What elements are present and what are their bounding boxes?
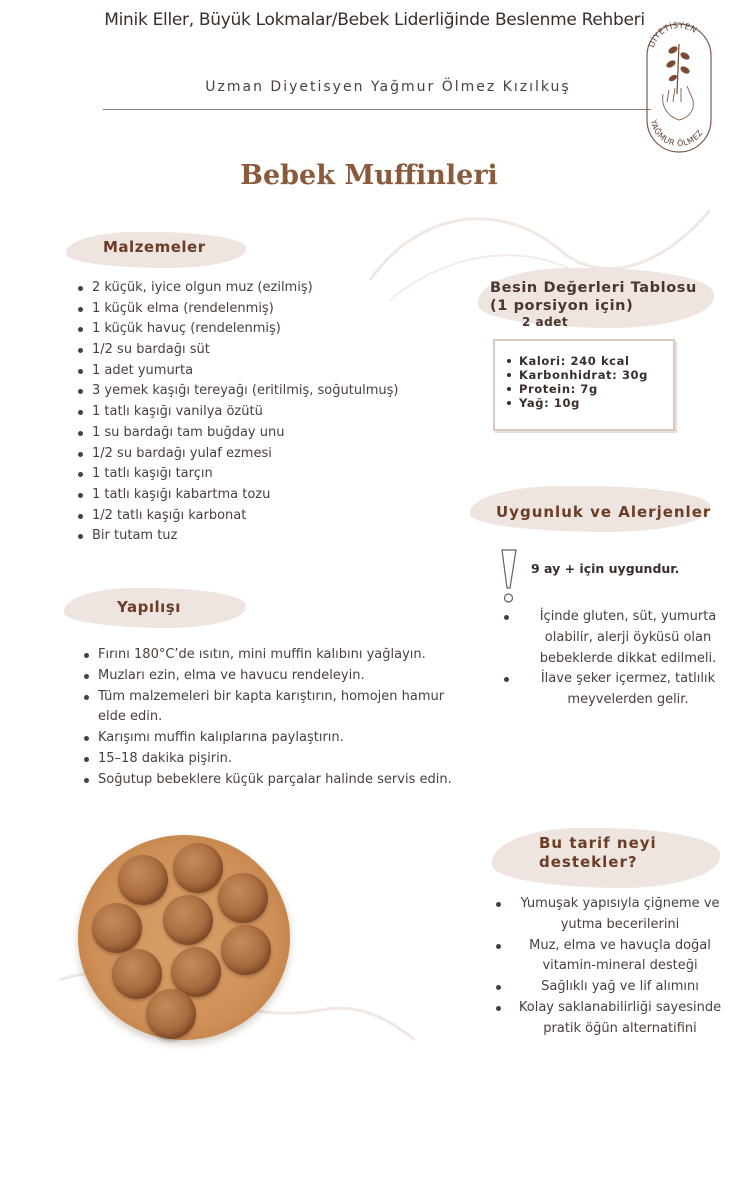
logo-emblem-icon: [643, 16, 715, 156]
list-item: Muzları ezin, elma ve havucu rendeleyin.: [84, 666, 454, 687]
logo-text-top: DİYETİSYEN: [646, 20, 699, 49]
portion-size: 2 adet: [522, 315, 569, 329]
list-item: 1/2 su bardağı süt: [78, 340, 438, 361]
nutrition-item: Protein: 7g: [505, 382, 665, 396]
muffin: [163, 895, 213, 945]
nutrition-item: Karbonhidrat: 30g: [505, 368, 665, 382]
supports-heading-line2: destekler?: [539, 853, 638, 871]
logo: [643, 16, 715, 156]
muffin: [118, 855, 168, 905]
list-item: 3 yemek kaşığı tereyağı (eritilmiş, soğutulmuş): [78, 381, 438, 402]
nutrition-item: Kalori: 240 kcal: [505, 354, 665, 368]
nutrition-heading-line1: Besin Değerleri Tablosu: [490, 280, 697, 296]
supports-list: [496, 894, 726, 1040]
nutrition-heading: [490, 279, 730, 315]
ingredients-heading: Malzemeler: [103, 238, 206, 256]
list-item: Soğutup bebeklere küçük parçalar halinde servis edin.: [84, 770, 454, 791]
list-item: Muz, elma ve havuçla doğal vitamin-mineral desteği: [496, 936, 726, 978]
muffin: [173, 843, 223, 893]
suitability-heading: Uygunluk ve Alerjenler: [496, 503, 712, 521]
author-name: Uzman Diyetisyen Yağmur Ölmez Kızılkuş: [205, 79, 571, 95]
method-heading: Yapılışı: [117, 598, 181, 616]
list-item: 1 tatlı kaşığı vanilya özütü: [78, 402, 438, 423]
list-item: 1 küçük havuç (rendelenmiş): [78, 319, 438, 340]
exclamation-icon: [498, 548, 520, 606]
list-item: 1 su bardağı tam buğday unu: [78, 423, 438, 444]
age-suitability: 9 ay + için uygundur.: [531, 561, 680, 576]
muffin: [221, 925, 271, 975]
list-item: Karışımı muffin kalıplarına paylaştırın.: [84, 728, 454, 749]
list-item: 1/2 su bardağı yulaf ezmesi: [78, 444, 438, 465]
list-item: Yumuşak yapısıyla çiğneme ve yutma becerilerini: [496, 894, 726, 936]
header-title: Minik Eller, Büyük Lokmalar/Bebek Liderliğinde Beslenme Rehberi: [104, 10, 645, 30]
list-item: 2 küçük, iyice olgun muz (ezilmiş): [78, 278, 438, 299]
list-item: 1 küçük elma (rendelenmiş): [78, 299, 438, 320]
logo-text-bottom: YAĞMUR ÖLMEZ: [648, 118, 705, 149]
nutrition-heading-line2: (1 porsiyon için): [490, 298, 634, 314]
recipe-title: Bebek Muffinleri: [240, 160, 498, 191]
muffin: [146, 989, 196, 1039]
list-item: İlave şeker içermez, tatlılık meyvelerden gelir.: [504, 669, 734, 711]
supports-heading: [539, 834, 657, 872]
muffin-plate-photo: [78, 835, 290, 1040]
nutrition-list: [505, 354, 665, 410]
supports-heading-line1: Bu tarif neyi: [539, 834, 657, 852]
header-divider: [103, 109, 651, 110]
nutrition-item: Yağ: 10g: [505, 396, 665, 410]
allergen-list: [504, 607, 734, 711]
method-steps: [84, 645, 454, 791]
muffin: [112, 949, 162, 999]
list-item: Kolay saklanabilirliği sayesinde pratik öğün alternatifini: [496, 998, 726, 1040]
list-item: 15–18 dakika pişirin.: [84, 749, 454, 770]
list-item: Fırını 180°C’de ısıtın, mini muffin kalıbını yağlayın.: [84, 645, 454, 666]
list-item: İçinde gluten, süt, yumurta olabilir, alerji öyküsü olan bebeklerde dikkat edilmeli.: [504, 607, 734, 669]
list-item: Bir tutam tuz: [78, 526, 438, 547]
list-item: 1 adet yumurta: [78, 361, 438, 382]
ingredients-list: [78, 278, 438, 547]
muffin: [218, 873, 268, 923]
list-item: Sağlıklı yağ ve lif alımını: [496, 977, 726, 998]
list-item: Tüm malzemeleri bir kapta karıştırın, homojen hamur elde edin.: [84, 687, 454, 729]
list-item: 1 tatlı kaşığı tarçın: [78, 464, 438, 485]
list-item: 1 tatlı kaşığı kabartma tozu: [78, 485, 438, 506]
muffin: [92, 903, 142, 953]
list-item: 1/2 tatlı kaşığı karbonat: [78, 506, 438, 527]
